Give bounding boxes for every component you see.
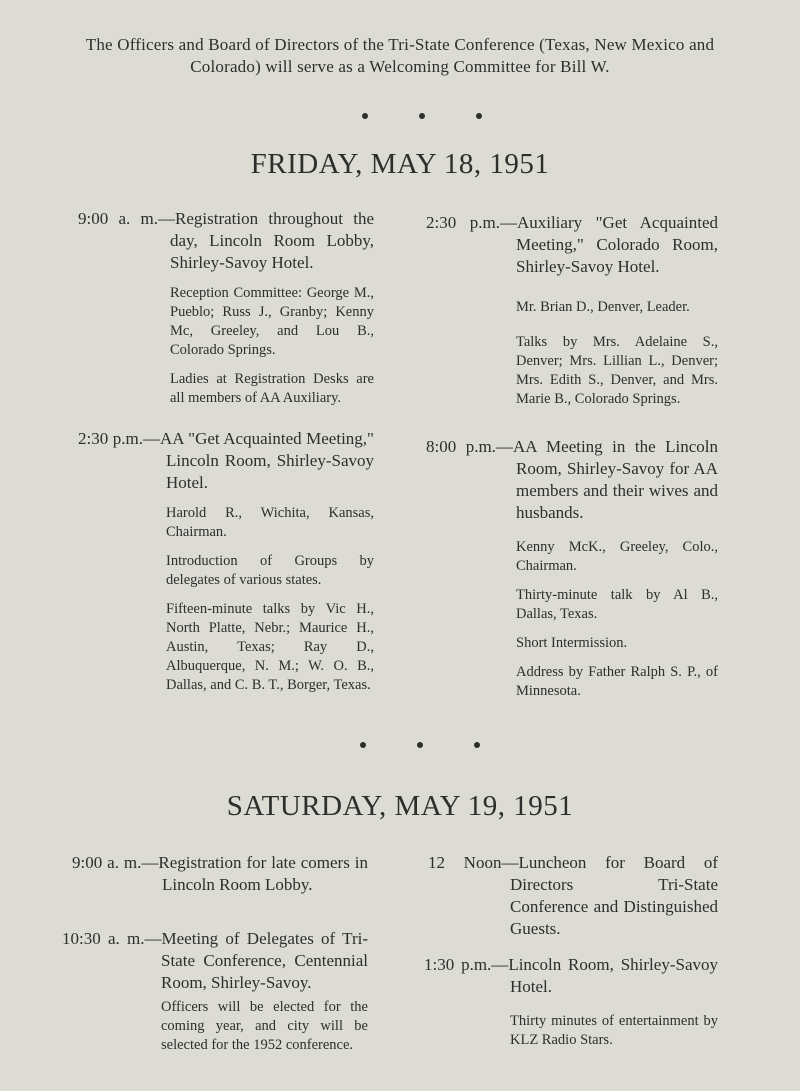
friday-entry-aa-get-acquainted (78, 428, 374, 695)
entry-note: Officers will be elected for the coming year, and city will be selected for the 1952 conference. (161, 999, 368, 1053)
entry-time: 2:30 p.m.— (78, 429, 160, 448)
entry-note: Kenny McK., Greeley, Colo., Chairman. (516, 539, 718, 574)
entry-time: 8:00 p.m.— (426, 437, 513, 456)
saturday-heading: SATURDAY, MAY 19, 1951 (226, 790, 574, 822)
welcoming-committee-text: The Officers and Board of Directors of the Tri-State Conference (Texas, New Mexico and Colorado) will serve as a Welcoming Committee for Bill W. (85, 35, 715, 76)
entry-note: Short Intermission. (516, 635, 628, 651)
entry-text: Registration for late comers in Lincoln Room Lobby. (158, 853, 368, 894)
entry-text: AA Meeting in the Lincoln Room, Shirley-Savoy for AA members and their wives and husbands. (512, 437, 718, 522)
entry-text: Luncheon for Board of Directors Tri-State Conference and Distinguished Guests. (510, 853, 718, 938)
entry-text: Registration throughout the day, Lincoln Room Lobby, Shirley-Savoy Hotel. (170, 209, 374, 272)
separator-dots-top (362, 113, 482, 119)
entry-time: 1:30 p.m.— (424, 955, 509, 974)
entry-time: 9:00 a. m.— (72, 853, 159, 872)
separator-dots-middle (360, 742, 480, 748)
entry-time: 12 Noon— (428, 853, 519, 872)
saturday-entry-delegates-meeting (62, 928, 368, 1055)
saturday-entry-lincoln-room (424, 954, 718, 1050)
entry-note: Thirty minutes of entertainment by KLZ Radio Stars. (510, 1013, 718, 1048)
entry-note: Introduction of Groups by delegates of various states. (166, 553, 374, 588)
saturday-entry-luncheon (428, 852, 718, 940)
friday-entry-auxiliary (426, 212, 718, 409)
entry-text: Meeting of Delegates of Tri-State Conference, Centennial Room, Shirley-Savoy. (161, 929, 368, 992)
entry-note: Reception Committee: George M., Pueblo; Russ J., Granby; Kenny Mc, Greeley, and Lou B., Colorado Springs. (170, 285, 374, 358)
entry-time: 2:30 p.m.— (426, 213, 517, 232)
entry-text: Lincoln Room, Shirley-Savoy Hotel. (508, 955, 718, 996)
friday-heading: FRIDAY, MAY 18, 1951 (250, 148, 550, 180)
friday-entry-aa-meeting (426, 436, 718, 701)
entry-note: Talks by Mrs. Adelaine S., Denver; Mrs. Lillian L., Denver; Mrs. Edith S., Denver, and Mrs. Marie B., Colorado Springs. (516, 334, 718, 407)
entry-time: 10:30 a. m.— (62, 929, 162, 948)
entry-time: 9:00 a. m.— (78, 209, 175, 228)
entry-text: AA "Get Acquainted Meeting," Lincoln Room, Shirley-Savoy Hotel. (160, 429, 374, 492)
saturday-entry-late-registration (72, 852, 368, 896)
entry-note: Address by Father Ralph S. P., of Minnesota. (516, 664, 718, 699)
entry-text: Auxiliary "Get Acquainted Meeting," Colorado Room, Shirley-Savoy Hotel. (516, 213, 719, 276)
friday-entry-registration (78, 208, 374, 408)
entry-note: Harold R., Wichita, Kansas, Chairman. (166, 505, 374, 540)
entry-note: Thirty-minute talk by Al B., Dallas, Texas. (516, 587, 718, 622)
entry-note: Mr. Brian D., Denver, Leader. (516, 299, 690, 315)
entry-note: Fifteen-minute talks by Vic H., North Platte, Nebr.; Maurice H., Austin, Texas; Ray D., Albuquerque, N. M.; W. O. B., Dallas, and C. B. T., Borger, Texas. (166, 601, 374, 693)
entry-note: Ladies at Registration Desks are all members of AA Auxiliary. (170, 371, 374, 406)
